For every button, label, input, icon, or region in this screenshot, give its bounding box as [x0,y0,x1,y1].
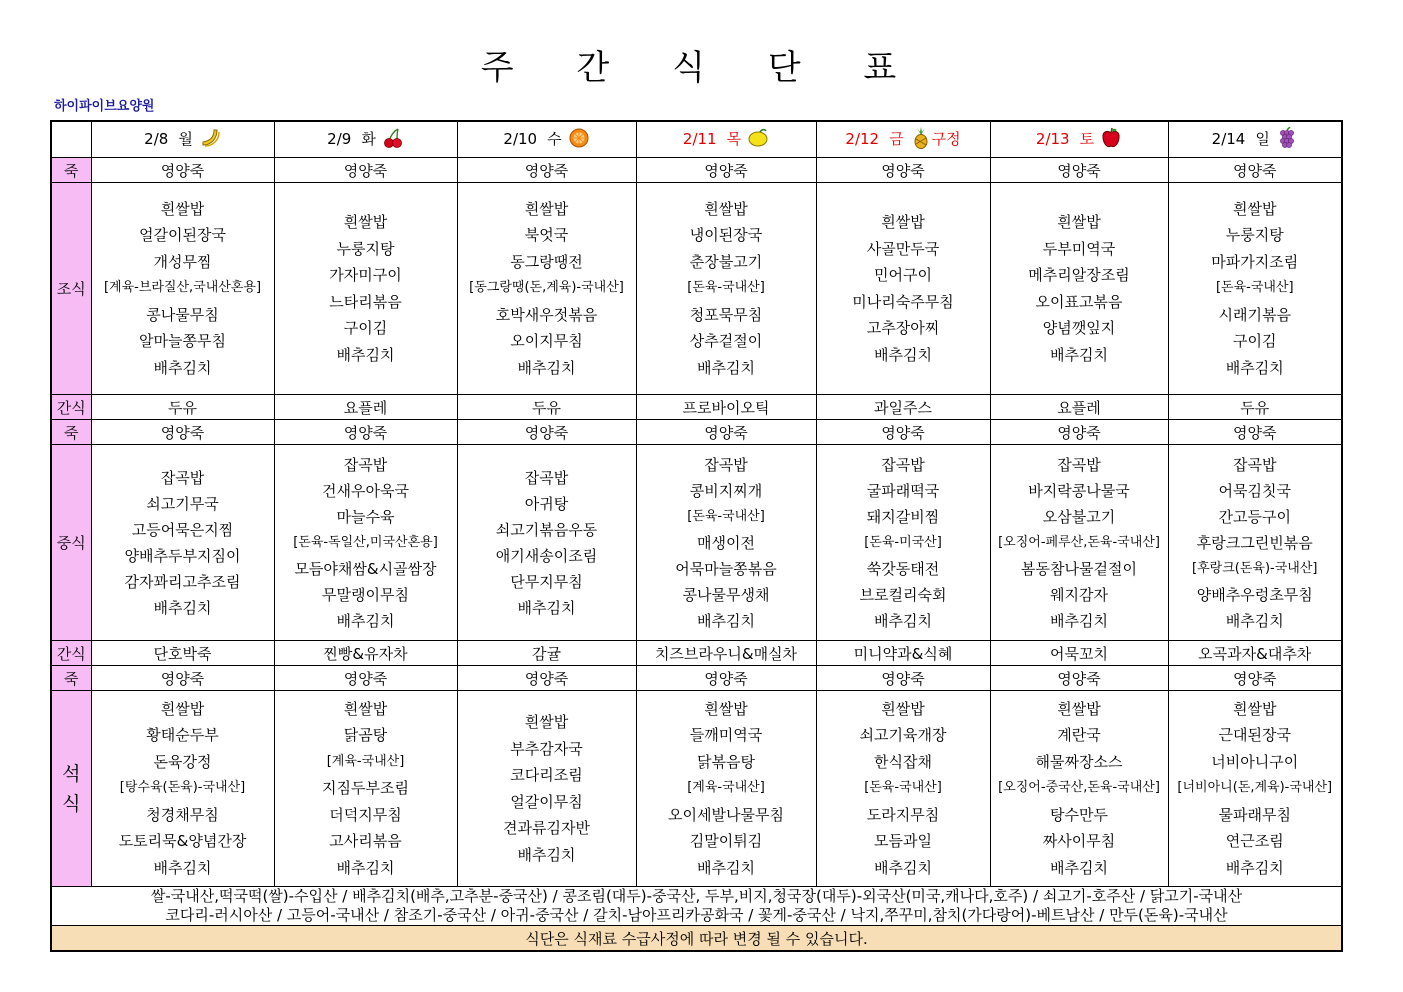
menu-item: 한식잡채 [874,752,932,771]
porridge-cell: 영양죽 [91,158,274,183]
menu-item: 어묵김칫국 [1218,481,1291,500]
menu-item: 배추김치 [1225,611,1284,630]
menu-item: 오이표고볶음 [1035,292,1123,311]
lunch-menu-cell [457,445,636,641]
menu-item: 돼지갈비찜 [866,507,940,526]
day-date: 2/11 [682,130,717,148]
menu-item: 탕수만두 [1050,805,1108,824]
menu-item: 닭곰탕 [343,726,388,745]
day-of-week: 금 [889,130,904,148]
menu-item: [돈육-독일산,미국산혼용] [293,534,438,550]
menu-item: 쇠고기육개장 [859,726,947,745]
menu-item: 잡곡밥 [881,455,925,474]
menu-item: 도라지무침 [866,805,940,824]
menu-item: 개성무찜 [153,252,212,271]
menu-item: 흰쌀밥 [1057,699,1101,718]
menu-item: 간고등구이 [1218,507,1291,526]
menu-item: 흰쌀밥 [343,699,388,718]
row-label-porridge: 죽 [51,420,91,445]
menu-item: 코다리조림 [510,766,583,784]
porridge-cell: 영양죽 [274,666,457,691]
breakfast-menu-cell [457,183,636,395]
porridge-cell: 영양죽 [990,158,1168,183]
menu-item: 메추리알장조림 [1028,266,1130,284]
menu-item: 어묵마늘쫑볶음 [675,559,777,578]
menu-item: [돈육-국내산] [687,280,765,296]
menu-item: 춘장불고기 [689,252,763,271]
menu-item: 모듬야채쌈&시골쌈장 [294,559,437,578]
menu-item: 오삼불고기 [1042,507,1116,526]
porridge-cell: 영양죽 [636,420,816,445]
menu-item: 흰쌀밥 [160,699,205,718]
menu-item: [오징어-중국산,돈육-국내산] [998,780,1160,796]
menu-item: 느타리볶음 [329,292,402,311]
row-label-porridge: 죽 [51,158,91,183]
menu-item: [계육-브라질산,국내산혼용] [103,280,262,296]
menu-item: 배추김치 [336,858,395,877]
porridge-cell: 영양죽 [816,420,990,445]
page-title: 주 간 식 단 표 [480,48,923,88]
row-label-porridge: 죽 [51,666,91,691]
menu-item: 계란국 [1057,726,1101,745]
dinner-row [51,691,1342,887]
menu-item: 흰쌀밥 [881,213,925,231]
menu-item: [돈육-국내산] [1215,280,1294,296]
row-label-snack: 간식 [51,395,91,420]
snack-cell: 단호박죽 [91,641,274,666]
menu-item: 배추김치 [1050,858,1108,877]
menu-item: 오이세발나물무침 [668,805,784,824]
lunch-menu-cell [1168,445,1342,641]
breakfast-menu-cell [91,183,274,395]
menu-item: 봄동참나물겉절이 [1021,559,1137,578]
menu-item: 콩나물무생채 [682,585,770,604]
menu-item: 쇠고기무국 [146,494,219,513]
menu-item: 바지락콩나물국 [1028,481,1130,500]
menu-item: 잡곡밥 [1233,455,1277,474]
porridge-cell: 영양죽 [816,158,990,183]
menu-item: 지짐두부조림 [322,779,409,798]
menu-item: 고사리볶음 [329,832,402,851]
grape-icon [1276,127,1298,153]
snack-cell: 과일주스 [816,395,990,420]
orange-icon [568,127,590,153]
porridge-cell: 영양죽 [91,420,274,445]
menu-item: 양배추우렁초무침 [1196,585,1313,604]
menu-item: 두부미역국 [1042,239,1116,258]
menu-item: 흰쌀밥 [1233,199,1277,218]
menu-item: 얼갈이무침 [510,792,583,811]
menu-item: 잡곡밥 [524,468,569,487]
row-label-dinner-char: 석 [62,762,81,785]
porridge-cell: 영양죽 [274,158,457,183]
menu-item: 연근조림 [1225,832,1284,851]
menu-item: 배추김치 [1050,611,1108,630]
menu-item: [후랑크(돈육)-국내산] [1192,560,1318,576]
menu-item: 물파래무침 [1218,805,1291,824]
menu-item: 흰쌀밥 [704,199,748,218]
menu-item: 배추김치 [1225,358,1284,377]
snack-cell: 두유 [457,395,636,420]
menu-item: 김말이튀김 [689,832,763,851]
menu-item: 잡곡밥 [160,468,205,487]
menu-item: 짜사이무침 [1042,832,1116,851]
porridge-cell: 영양죽 [816,666,990,691]
menu-item: 흰쌀밥 [160,199,205,218]
porridge-cell: 영양죽 [636,666,816,691]
menu-item: 콩비지찌개 [689,481,763,500]
menu-item: 흰쌀밥 [343,213,388,231]
menu-item: 배추김치 [517,845,576,864]
menu-item: 누룽지탕 [1225,226,1284,245]
menu-item: 북엇국 [524,226,569,245]
menu-item: 얼갈이된장국 [139,226,226,245]
menu-item: 양배추두부지짐이 [124,546,241,565]
day-header [636,121,816,158]
menu-item: 배추김치 [874,611,932,630]
menu-item: 배추김치 [153,598,212,617]
menu-item: 쑥갓동태전 [866,559,940,578]
menu-item: 구이김 [1233,332,1277,351]
porridge-cell: 영양죽 [91,666,274,691]
dinner-menu-cell [816,691,990,887]
breakfast-menu-cell [636,183,816,395]
holiday-label: 구정 [931,130,961,148]
porridge-cell: 영양죽 [1168,420,1342,445]
menu-item: 흰쌀밥 [1057,213,1101,231]
menu-item: 민어구이 [874,266,932,284]
menu-item: [동그랑땡(돈,계육)-국내산] [469,280,624,296]
day-of-week: 토 [1079,130,1095,148]
dinner-menu-cell [457,691,636,887]
snack-cell: 치즈브라우니&매실차 [636,641,816,666]
breakfast-menu-cell [274,183,457,395]
dinner-menu-cell [91,691,274,887]
menu-item: 상추겉절이 [689,332,763,351]
menu-item: 미나리숙주무침 [852,292,954,311]
menu-item: 잡곡밥 [1057,455,1101,474]
menu-item: 감자꽈리고추조림 [124,572,241,591]
menu-item: 배추김치 [874,345,932,364]
origin-row [51,887,1342,926]
menu-item: 무말랭이무침 [322,585,409,604]
menu-item: 애기새송이조림 [495,546,598,565]
snack-cell: 감귤 [457,641,636,666]
menu-item: 흰쌀밥 [881,699,925,718]
menu-item: 구이김 [343,319,388,337]
snack-cell: 두유 [1168,395,1342,420]
menu-item: 배추김치 [1050,345,1108,364]
snack-cell: 두유 [91,395,274,420]
menu-item: 배추김치 [153,858,212,877]
row-label-lunch: 중식 [51,445,91,641]
menu-item: 흰쌀밥 [1233,699,1277,718]
origin-line: 코다리-러시아산 / 고등어-국내산 / 참조기-중국산 / 아귀-중국산 / 갈치-남아프리카공화국 / 꽃게-중국산 / 낙지,쭈꾸미,참치(가다랑어)-베트남산 / 만두(돈육)-국내산 [165,906,1228,924]
menu-item: 흰쌀밥 [704,699,748,718]
porridge-cell: 영양죽 [1168,666,1342,691]
menu-item: 더덕지무침 [329,805,402,824]
row-label-snack: 간식 [51,641,91,666]
menu-item: 배추김치 [336,345,395,364]
porridge-cell: 영양죽 [990,666,1168,691]
menu-item: 단무지무침 [510,572,583,591]
snack-cell: 프로바이오틱 [636,395,816,420]
menu-item: 배추김치 [336,611,395,630]
day-date: 2/13 [1035,130,1070,148]
weekly-menu-table [50,120,1343,952]
day-of-week: 일 [1255,130,1270,148]
menu-item: 호박새우젓볶음 [495,305,598,324]
lunch-menu-cell [816,445,990,641]
menu-item: [돈육-국내산] [687,508,765,524]
breakfast-menu-cell [990,183,1168,395]
menu-item: 배추김치 [697,858,755,877]
morning-snack-row [51,395,1342,420]
apple-icon [1100,127,1122,153]
menu-item: 흰쌀밥 [524,199,569,218]
menu-item: [돈육-국내산] [864,780,942,796]
menu-item: 고추장아찌 [866,319,940,337]
menu-item: 돈육강정 [153,752,212,771]
day-header [816,121,990,158]
menu-item: 오이지무침 [510,332,583,351]
row-label-dinner [51,691,91,887]
day-date: 2/12 [845,130,880,148]
day-header [1168,121,1342,158]
header-row [51,121,1342,158]
menu-item: 브로컬리숙회 [859,585,947,604]
menu-item: 황태순두부 [146,726,219,745]
origin-info [51,887,1342,926]
lunch-menu-cell [990,445,1168,641]
menu-item: [오징어-페루산,돈육-국내산] [998,534,1160,550]
dinner-porridge-row [51,666,1342,691]
menu-item: 배추김치 [517,598,576,617]
porridge-cell: 영양죽 [1168,158,1342,183]
menu-item: 건새우아욱국 [322,481,409,500]
banana-icon [199,127,221,153]
day-header [91,121,274,158]
menu-item: 도토리묵&양념간장 [118,832,247,851]
porridge-cell: 영양죽 [274,420,457,445]
menu-item: 배추김치 [153,358,212,377]
menu-item: 흰쌀밥 [524,713,569,731]
menu-item: 쇠고기볶음우동 [495,520,598,539]
dinner-menu-cell [1168,691,1342,887]
menu-item: 배추김치 [874,858,932,877]
menu-item: [계육-국내산] [326,753,405,769]
day-of-week: 월 [178,130,193,148]
lunch-porridge-row [51,420,1342,445]
snack-cell: 찐빵&유자차 [274,641,457,666]
lunch-menu-cell [274,445,457,641]
menu-item: 모듬과일 [874,832,932,851]
menu-item: 부추감자국 [510,739,583,758]
menu-item: 냉이된장국 [689,226,763,245]
menu-item: 견과류김자반 [503,819,590,837]
porridge-cell: 영양죽 [457,158,636,183]
lunch-row [51,445,1342,641]
dinner-menu-cell [274,691,457,887]
breakfast-row [51,183,1342,395]
menu-item: 굴파래떡국 [866,481,940,500]
morning-porridge-row [51,158,1342,183]
menu-item: 들깨미역국 [689,726,763,745]
menu-item: 아귀탕 [524,494,569,513]
porridge-cell: 영양죽 [457,666,636,691]
menu-item: [계육-국내산] [687,780,765,796]
menu-item: 양념깻잎지 [1042,319,1116,337]
day-date: 2/9 [327,130,352,148]
day-date: 2/14 [1211,130,1246,148]
day-of-week: 수 [547,130,562,148]
menu-item: 마파가지조림 [1211,252,1299,271]
lunch-menu-cell [91,445,274,641]
snack-cell: 요플레 [990,395,1168,420]
menu-item: 마늘수육 [336,507,395,526]
menu-item: 해물짜장소스 [1035,752,1123,771]
day-date: 2/8 [144,130,169,148]
dinner-menu-cell [990,691,1168,887]
menu-item: 잡곡밥 [704,455,748,474]
dinner-menu-cell [636,691,816,887]
origin-line: 쌀-국내산,떡국떡(쌀)-수입산 / 배추김치(배추,고추분-중국산) / 콩조림(대두)-중국산, 두부,비지,청국장(대두)-외국산(미국,캐나다,호주) / 쇠고기-호주산 / 닭고기-국내산 [150,887,1243,905]
porridge-cell: 영양죽 [636,158,816,183]
menu-item: 배추김치 [1225,858,1284,877]
pineapple-icon [910,127,932,153]
organization-name: 하이파이브요양원 [54,99,155,114]
menu-item: 가자미구이 [329,266,402,284]
row-label-breakfast: 조식 [51,183,91,395]
snack-cell: 미니약과&식혜 [816,641,990,666]
menu-item: 고등어묵은지찜 [131,520,234,539]
snack-cell: 어묵꼬치 [990,641,1168,666]
notice-text: 식단은 식재료 수급사정에 따라 변경 될 수 있습니다. [51,926,1342,952]
menu-item: 청경채무침 [146,805,219,824]
corner-cell [51,121,91,158]
menu-item: 동그랑땡전 [510,252,583,271]
menu-item: 누룽지탕 [336,239,395,258]
menu-item: 후랑크그린빈볶음 [1196,533,1313,552]
menu-item: 시래기볶음 [1218,305,1291,324]
menu-item: 청포묵무침 [689,305,763,324]
lemon-icon [747,127,769,153]
menu-item: 너비아니구이 [1211,752,1299,771]
menu-item: [돈육-미국산] [864,534,942,550]
snack-cell: 오곡과자&대추차 [1168,641,1342,666]
menu-item: 잡곡밥 [343,455,388,474]
day-header [274,121,457,158]
breakfast-menu-cell [816,183,990,395]
menu-item: 닭볶음탕 [697,752,755,771]
menu-item: 배추김치 [517,358,576,377]
day-of-week: 화 [361,130,376,148]
menu-item: 사골만두국 [866,239,940,258]
menu-item: 콩나물무침 [146,305,219,324]
menu-item: 알마늘쫑무침 [139,332,226,351]
porridge-cell: 영양죽 [457,420,636,445]
day-header [990,121,1168,158]
day-of-week: 목 [726,130,742,148]
row-label-dinner-char: 식 [62,792,81,815]
notice-row [51,926,1342,952]
menu-item: 배추김치 [697,611,755,630]
porridge-cell: 영양죽 [990,420,1168,445]
afternoon-snack-row [51,641,1342,666]
menu-item: 웨지감자 [1050,585,1108,604]
menu-item: 배추김치 [697,358,755,377]
lunch-menu-cell [636,445,816,641]
breakfast-menu-cell [1168,183,1342,395]
menu-item: 근대된장국 [1218,726,1291,745]
menu-item: 매생이전 [697,533,755,552]
snack-cell: 요플레 [274,395,457,420]
menu-item: [탕수육(돈육)-국내산] [119,780,246,796]
day-header [457,121,636,158]
menu-item: [너비아니(돈,계육)-국내산] [1177,780,1333,796]
day-date: 2/10 [503,130,538,148]
cherry-icon [382,127,404,153]
